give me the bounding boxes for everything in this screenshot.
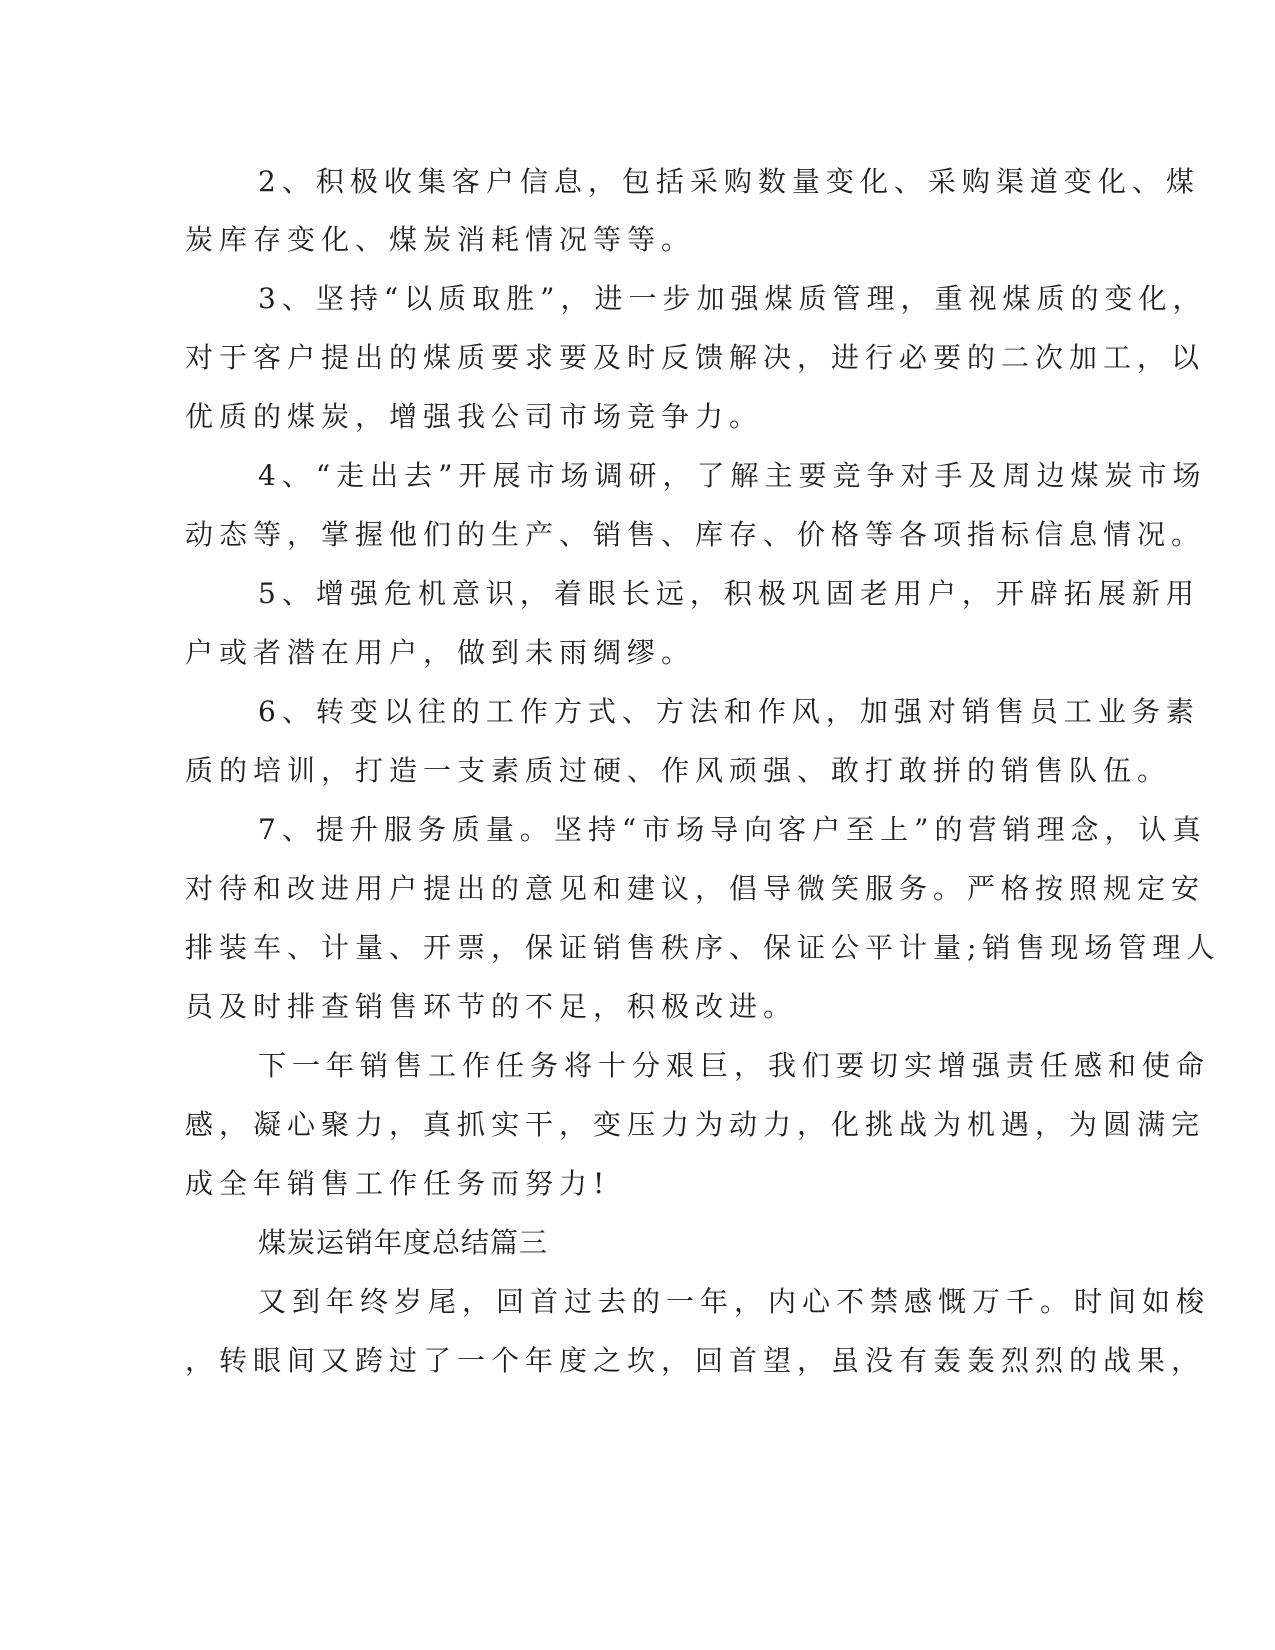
text-line: 感，凝心聚力，真抓实干，变压力为动力，化挑战为机遇，为圆满完 xyxy=(185,1108,1206,1141)
text-line: 6、转变以往的工作方式、方法和作风，加强对销售员工业务素 xyxy=(258,695,1200,728)
text-line: 3、坚持“以质取胜”，进一步加强煤质管理，重视煤质的变化， xyxy=(258,282,1207,315)
text-line: 质的培训，打造一支素质过硬、作风顽强、敢打敢拼的销售队伍。 xyxy=(185,754,1172,787)
text-line: 员及时排查销售环节的不足，积极改进。 xyxy=(185,990,798,1023)
text-line: 优质的煤炭，增强我公司市场竞争力。 xyxy=(185,400,764,433)
text-line: 4、“走出去”开展市场调研，了解主要竞争对手及周边煤炭市场 xyxy=(258,459,1207,492)
text-line: 排装车、计量、开票，保证销售秩序、保证公平计量;销售现场管理人 xyxy=(185,931,1221,964)
section-heading: 煤炭运销年度总结篇三 xyxy=(258,1226,549,1259)
text-line: 对于客户提出的煤质要求要及时反馈解决，进行必要的二次加工，以 xyxy=(185,341,1206,374)
text-line: 对待和改进用户提出的意见和建议，倡导微笑服务。严格按照规定安 xyxy=(185,872,1206,905)
text-line: 炭库存变化、煤炭消耗情况等等。 xyxy=(185,223,696,256)
text-line: 5、增强危机意识，着眼长远，积极巩固老用户，开辟拓展新用 xyxy=(258,577,1200,610)
text-line: 户或者潜在用户，做到未雨绸缪。 xyxy=(185,636,696,669)
text-line: ，转眼间又跨过了一个年度之坎，回首望，虽没有轰轰烈烈的战果， xyxy=(185,1344,1206,1377)
text-line: 又到年终岁尾，回首过去的一年，内心不禁感慨万千。时间如梭 xyxy=(258,1285,1211,1318)
text-line: 2、积极收集客户信息，包括采购数量变化、采购渠道变化、煤 xyxy=(258,165,1200,198)
text-line: 下一年销售工作任务将十分艰巨，我们要切实增强责任感和使命 xyxy=(258,1049,1211,1082)
text-line: 成全年销售工作任务而努力! xyxy=(185,1167,611,1200)
text-line: 7、提升服务质量。坚持“市场导向客户至上”的营销理念，认真 xyxy=(258,813,1207,846)
text-line: 动态等，掌握他们的生产、销售、库存、价格等各项指标信息情况。 xyxy=(185,518,1206,551)
